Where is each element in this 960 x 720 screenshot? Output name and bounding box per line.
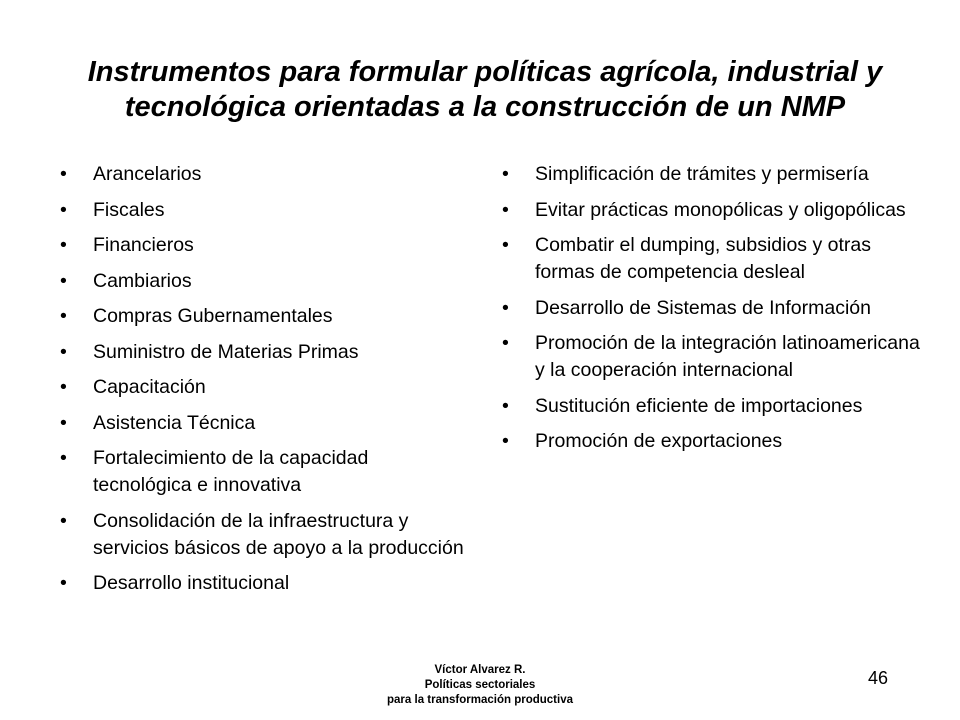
list-item: • Promoción de la integración latinoamericana y la cooperación internacional [500, 330, 920, 384]
slide-footer [340, 663, 620, 708]
list-item: • Capacitación [58, 374, 468, 401]
list-item: • Cambiarios [58, 268, 468, 295]
list-item: • Asistencia Técnica [58, 410, 468, 437]
list-item: • Fortalecimiento de la capacidad tecnológica e innovativa [58, 445, 468, 499]
list-item: • Arancelarios [58, 161, 468, 188]
left-bullet-list [58, 161, 468, 606]
list-item: • Combatir el dumping, subsidios y otras formas de competencia desleal [500, 232, 920, 286]
right-bullet-list [500, 161, 920, 464]
list-item: • Evitar prácticas monopólicas y oligopólicas [500, 197, 920, 224]
footer-author: Víctor Alvarez R. [434, 664, 526, 676]
list-item: • Promoción de exportaciones [500, 428, 920, 455]
list-item: • Desarrollo institucional [58, 570, 468, 597]
footer-subtitle: para la transformación productiva [387, 694, 573, 706]
page-number: 46 [868, 668, 889, 688]
slide-title: Instrumentos para formular políticas agrícola, industrial y tecnológica orientadas a la construcción de un NMP [87, 56, 883, 123]
list-item: • Suministro de Materias Primas [58, 339, 468, 366]
footer-course: Políticas sectoriales [424, 679, 536, 691]
list-item: • Simplificación de trámites y permisería [500, 161, 920, 188]
list-item: • Compras Gubernamentales [58, 303, 468, 330]
list-item: • Financieros [58, 232, 468, 259]
list-item: • Fiscales [58, 197, 468, 224]
list-item: • Desarrollo de Sistemas de Información [500, 295, 920, 322]
list-item: • Sustitución eficiente de importaciones [500, 393, 920, 420]
list-item: • Consolidación de la infraestructura y servicios básicos de apoyo a la producción [58, 508, 468, 562]
